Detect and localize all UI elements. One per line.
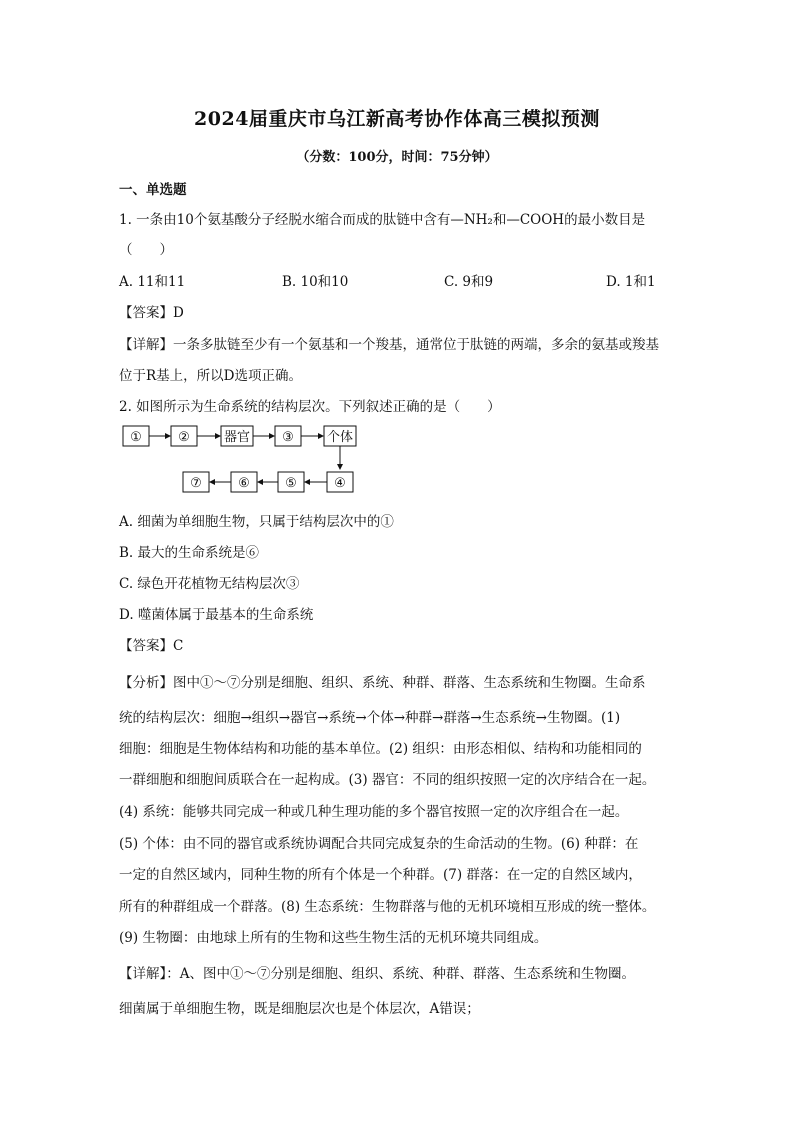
hierarchy-diagram [119,422,379,497]
q2-analysis-line: 细胞：细胞是生物体结构和功能的基本单位。(2) 组织：由形态相似、结构和功能相同的 [119,741,642,757]
page-title: 2024届重庆市乌江新高考协作体高三模拟预测 [194,108,600,130]
q1-answer: 【答案】D [119,305,184,321]
q1-option-b: B. 10和10 [282,274,349,290]
q2-stem: 2. 如图所示为生命系统的结构层次。下列叙述正确的是（ ） [119,399,501,415]
diagram-label-organ: 器官 [223,430,251,445]
q2-analysis-line: (5) 个体：由不同的器官或系统协调配合共同完成复杂的生命活动的生物。(6) 种群：在 [119,836,639,852]
q2-analysis-line: 【分析】图中①～⑦分别是细胞、组织、系统、种群、群落、生态系统和生物圈。生命系 [119,675,646,691]
q2-option-d: D. 噬菌体属于最基本的生命系统 [119,607,314,623]
q2-option-c: C. 绿色开花植物无结构层次③ [119,576,300,592]
q2-analysis-line: 一群细胞和细胞间质联合在一起构成。(3) 器官：不同的组织按照一定的次序结合在一起。 [119,772,656,788]
q2-answer: 【答案】C [119,638,184,654]
diagram-label-3: ③ [282,430,294,445]
diagram-label-7: ⑦ [190,476,202,491]
q1-detail-line1: 【详解】一条多肽链至少有一个氨基和一个羧基，通常位于肽链的两端，多余的氨基或羧基 [119,337,659,353]
diagram-label-2: ② [178,430,190,445]
q2-option-b: B. 最大的生命系统是⑥ [119,545,260,561]
q1-stem-line1: 1. 一条由10个氨基酸分子经脱水缩合而成的肽链中含有—NH₂和—COOH的最小数目是 [119,212,646,228]
q1-stem-line2: （ ） [119,242,173,258]
diagram-label-4: ④ [334,476,346,491]
page-subtitle: （分数：100分，时间：75分钟） [296,150,498,165]
q2-detail-line: 【详解】：A、图中①～⑦分别是细胞、组织、系统、种群、群落、生态系统和生物圈。 [119,966,635,982]
q1-detail-line2: 位于R基上，所以D选项正确。 [119,368,302,384]
q2-analysis-line: (9) 生物圈：由地球上所有的生物和这些生物生活的无机环境共同组成。 [119,930,548,946]
q2-detail-line: 细菌属于单细胞生物，既是细胞层次也是个体层次，A错误； [119,1001,480,1017]
diagram-label-1: ① [130,430,142,445]
q1-option-a: A. 11和11 [119,274,186,290]
q1-option-d: D. 1和1 [606,274,656,290]
diagram-label-individual: 个体 [326,430,354,445]
q2-analysis-line: 所有的种群组成一个群落。(8) 生态系统：生物群落与他的无机环境相互形成的统一整体。 [119,899,656,915]
section-heading: 一、单选题 [119,182,187,198]
diagram-label-5: ⑤ [285,476,297,491]
q2-analysis-line: 统的结构层次：细胞→组织→器官→系统→个体→种群→群落→生态系统→生物圈。(1) [119,710,621,726]
q2-analysis-line: 一定的自然区域内，同种生物的所有个体是一个种群。(7) 群落：在一定的自然区域内， [119,867,642,883]
q1-option-c: C. 9和9 [444,274,494,290]
q2-option-a: A. 细菌为单细胞生物，只属于结构层次中的① [119,514,394,530]
diagram-label-6: ⑥ [238,476,250,491]
q2-analysis-line: (4) 系统：能够共同完成一种或几种生理功能的多个器官按照一定的次序组合在一起。 [119,804,629,820]
